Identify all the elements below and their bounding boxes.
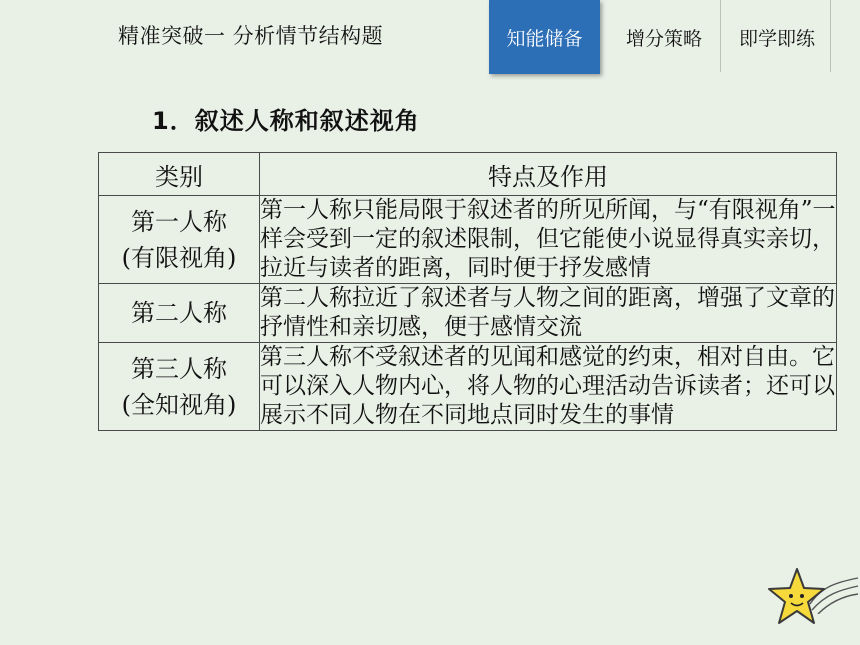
row-description: 第二人称拉近了叙述者与人物之间的距离，增强了文章的抒情性和亲切感，便于感情交流 xyxy=(260,284,837,343)
table-header-row xyxy=(99,153,837,196)
section-heading: 1．叙述人称和叙述视角 xyxy=(152,107,420,135)
row-description: 第一人称只能局限于叙述者的所见所闻，与“有限视角”一样会受到一定的叙述限制，但它能使小说显得真实亲切，拉近与读者的距离，同时便于抒发感情 xyxy=(260,196,837,284)
tab-knowledge-reserve[interactable]: 知能储备 xyxy=(489,0,600,74)
table-row xyxy=(99,284,837,343)
row-category xyxy=(99,284,260,343)
tab-divider xyxy=(830,0,831,72)
category-perspective: (有限视角) xyxy=(121,243,237,272)
chapter-title: 精准突破一 分析情节结构题 xyxy=(118,24,384,48)
top-navigation xyxy=(0,0,860,74)
tab-score-strategy[interactable]: 增分策略 xyxy=(625,27,702,50)
row-category xyxy=(99,196,260,284)
category-name: 第三人称 xyxy=(131,354,227,383)
category-name: 第一人称 xyxy=(131,207,227,236)
category-perspective: (全知视角) xyxy=(121,390,237,419)
column-header-category: 类别 xyxy=(99,153,260,196)
column-header-features: 特点及作用 xyxy=(260,153,837,196)
row-category xyxy=(99,343,260,431)
row-description: 第三人称不受叙述者的见闻和感觉的约束，相对自由。它可以深入人物内心，将人物的心理活动告诉读者；还可以展示不同人物在不同地点同时发生的事情 xyxy=(260,343,837,431)
star-icon xyxy=(766,566,828,628)
table-row xyxy=(99,343,837,431)
tab-practice[interactable]: 即学即练 xyxy=(738,27,815,50)
narrative-perspective-table xyxy=(98,152,837,431)
tab-divider xyxy=(720,0,721,72)
table-row xyxy=(99,196,837,284)
category-name: 第二人称 xyxy=(131,299,227,327)
